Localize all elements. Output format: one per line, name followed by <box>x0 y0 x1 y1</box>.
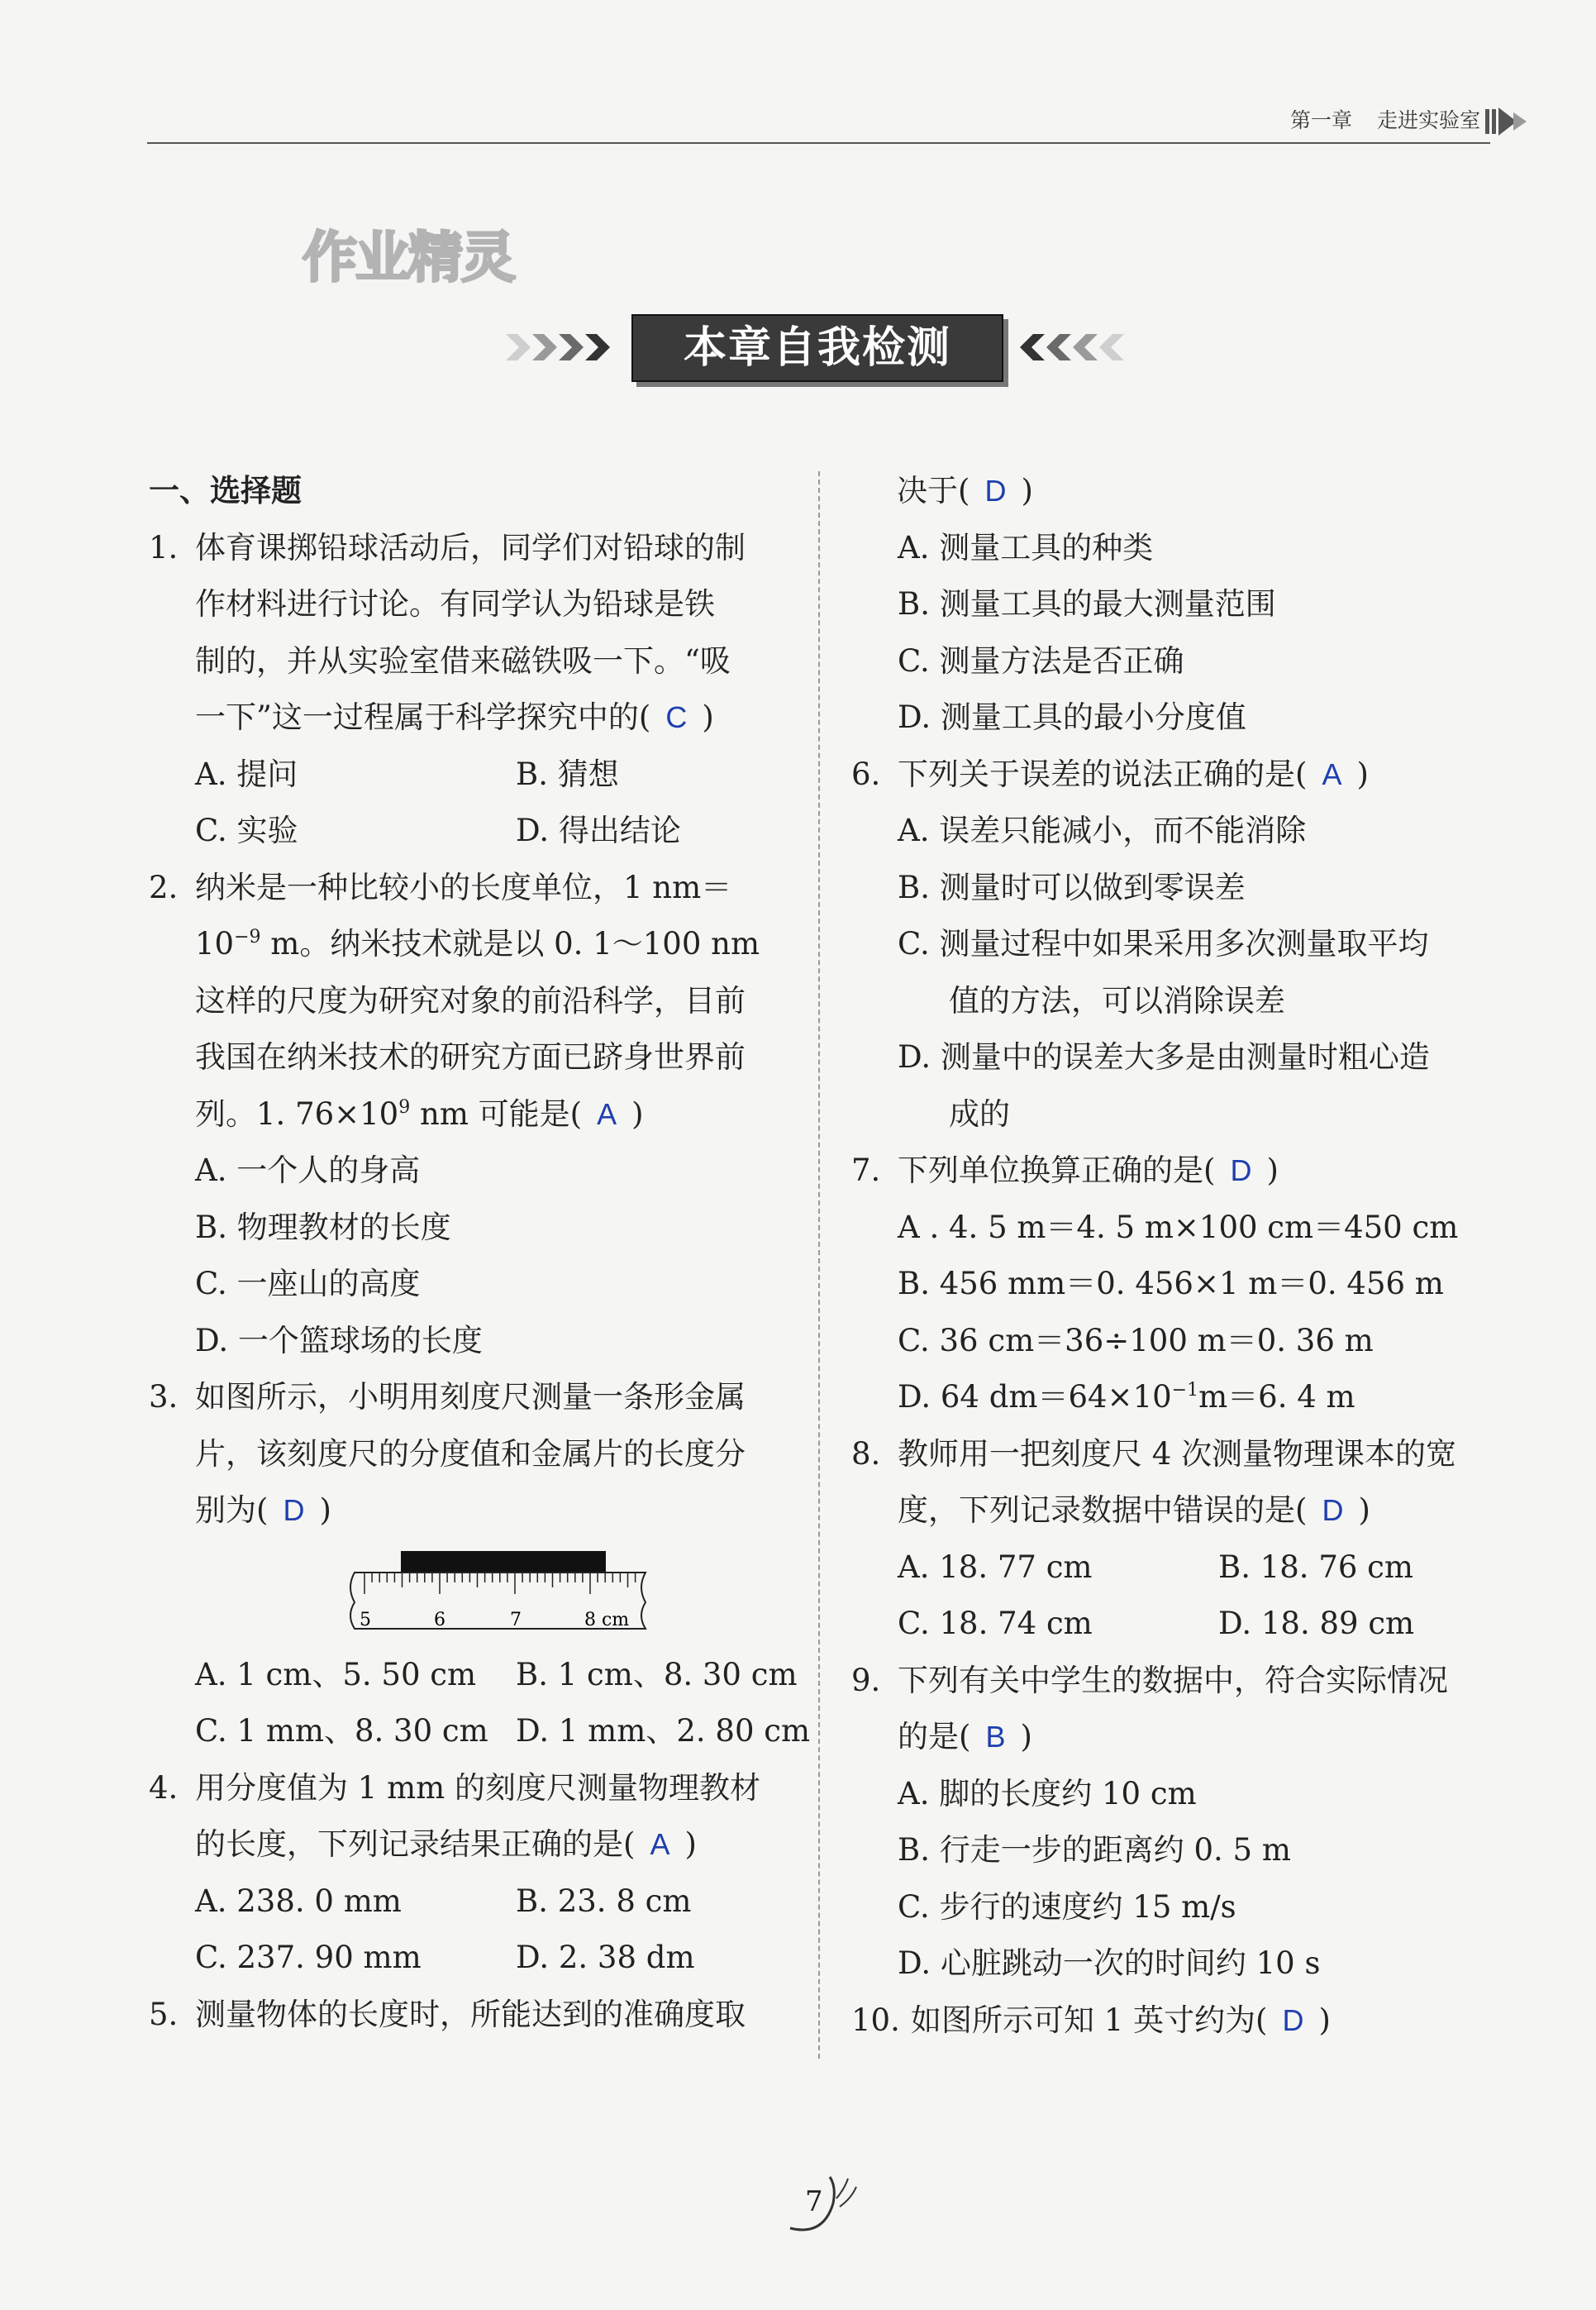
question-text: 如图所示，小明用刻度尺测量一条形金属 <box>195 1379 746 1415</box>
chapter-label: 第一章 <box>1289 108 1352 132</box>
question-text: m。纳米技术就是以 0. 1～100 nm <box>260 926 760 962</box>
question-text: 下列单位换算正确的是( <box>898 1153 1216 1188</box>
question-number: 3. <box>149 1379 179 1415</box>
question-number: 8. <box>851 1435 881 1472</box>
question-10 <box>851 1993 1504 2050</box>
option: B. 猜想 <box>516 756 619 792</box>
option: D. 一个篮球场的长度 <box>195 1322 483 1358</box>
chapter-test-banner <box>506 314 1124 380</box>
answer: B <box>985 1720 1006 1754</box>
option: B. 测量时可以做到零误差 <box>898 869 1246 905</box>
ruler-figure <box>149 1539 793 1647</box>
option: C. 测量方法是否正确 <box>898 642 1184 679</box>
ruler-label: 6 <box>434 1609 445 1630</box>
ruler-ticks <box>364 1573 636 1594</box>
question-text: 度，下列记录数据中错误的是( <box>898 1492 1308 1528</box>
question-1 <box>149 520 793 860</box>
banner-box <box>631 314 1003 382</box>
running-head <box>1290 104 1480 134</box>
option: B. 23. 8 cm <box>516 1883 692 1919</box>
option: C. 36 cm＝36÷100 m＝0. 36 m <box>898 1322 1374 1358</box>
option: C. 测量过程中如果采用多次测量取平均 <box>898 926 1429 962</box>
option: A. 脚的长度约 10 cm <box>898 1775 1197 1811</box>
question-text: 决于( <box>897 473 970 508</box>
question-text: nm 可能是( <box>410 1095 583 1132</box>
question-text: 下列有关中学生的数据中，符合实际情况 <box>898 1662 1448 1698</box>
option: A. 238. 0 mm <box>195 1883 402 1919</box>
question-number: 7. <box>851 1153 881 1188</box>
option: C. 实验 <box>195 813 298 848</box>
option: B. 18. 76 cm <box>1218 1549 1413 1585</box>
question-7 <box>851 1143 1504 1426</box>
question-number: 6. <box>851 756 881 792</box>
option: D. 1 mm、2. 80 cm <box>516 1713 811 1749</box>
option: D. 测量中的误差大多是由测量时粗心造 <box>898 1039 1430 1075</box>
option: A . 4. 5 m＝4. 5 m×100 cm＝450 cm <box>898 1209 1459 1245</box>
option: A. 1 cm、5. 50 cm <box>195 1656 477 1692</box>
option: A. 18. 77 cm <box>898 1549 1093 1585</box>
right-column <box>851 463 1504 2049</box>
paren: ) <box>319 1492 331 1528</box>
metal-strip <box>401 1551 606 1573</box>
question-text: 别为( <box>195 1492 269 1528</box>
ruler-diagram <box>343 1546 657 1637</box>
chapter-title: 走进实验室 <box>1376 108 1480 132</box>
question-number: 5. <box>149 1996 179 2032</box>
question-text: 用分度值为 1 mm 的刻度尺测量物理教材 <box>195 1769 760 1806</box>
question-text: 下列关于误差的说法正确的是( <box>898 756 1308 792</box>
option: A. 误差只能减小，而不能消除 <box>898 813 1307 848</box>
answer: C <box>665 700 688 734</box>
answer: D <box>283 1493 305 1527</box>
option-text: m＝6. 4 m <box>1198 1379 1355 1415</box>
option: B. 行走一步的距离约 0. 5 m <box>898 1832 1291 1868</box>
option: D. 心脏跳动一次的时间约 10 s <box>898 1945 1321 1981</box>
option: C. 18. 74 cm <box>898 1606 1093 1641</box>
answer: D <box>1322 1493 1344 1527</box>
option: C. 237. 90 mm <box>195 1940 422 1975</box>
banner-title: 本章自我检测 <box>683 323 951 373</box>
question-text: 测量物体的长度时，所能达到的准确度取 <box>195 1996 746 2032</box>
option-continued: 成的 <box>949 1095 1010 1132</box>
option: B. 1 cm、8. 30 cm <box>516 1656 798 1692</box>
question-text: 如图所示可知 1 英寸约为( <box>911 2002 1268 2038</box>
question-text: 教师用一把刻度尺 4 次测量物理课本的宽 <box>898 1435 1457 1472</box>
exponent: 9 <box>398 1096 411 1118</box>
option: C. 1 mm、8. 30 cm <box>195 1713 488 1749</box>
question-text: 10 <box>195 926 235 962</box>
question-5-cont <box>851 463 1504 747</box>
question-number: 9. <box>851 1662 881 1698</box>
paren: ) <box>1356 756 1369 792</box>
option: B. 456 mm＝0. 456×1 m＝0. 456 m <box>898 1266 1444 1301</box>
question-number: 10. <box>851 2002 900 2038</box>
ruler-label: 8 cm <box>584 1609 630 1630</box>
option: D. 2. 38 dm <box>516 1940 695 1975</box>
question-number: 4. <box>149 1769 179 1806</box>
option-text: D. 64 dm＝64×10 <box>898 1379 1172 1415</box>
chevron-right-icon <box>1484 101 1533 142</box>
exponent: −9 <box>234 927 261 947</box>
question-5-start <box>149 1987 793 2044</box>
paren: ) <box>1266 1153 1279 1188</box>
option-continued: 值的方法，可以消除误差 <box>949 982 1285 1019</box>
option: A. 测量工具的种类 <box>898 529 1154 566</box>
option: D. 18. 89 cm <box>1218 1606 1415 1641</box>
option: A. 提问 <box>195 756 298 792</box>
chevron-left-icon <box>1017 329 1124 365</box>
option: D. 测量工具的最小分度值 <box>898 699 1246 735</box>
exponent: −1 <box>1171 1380 1199 1401</box>
watermark: 作业精灵 <box>303 226 514 289</box>
answer: D <box>1282 2002 1304 2037</box>
question-number: 2. <box>149 869 179 905</box>
option: D. 得出结论 <box>516 813 681 848</box>
paren: ) <box>1021 473 1033 508</box>
left-column <box>149 463 811 2043</box>
answer: A <box>650 1827 670 1861</box>
paren: ) <box>631 1095 644 1132</box>
option: C. 步行的速度约 15 m/s <box>898 1888 1236 1925</box>
question-text: 的长度，下列记录结果正确的是( <box>195 1826 636 1862</box>
question-3 <box>149 1369 811 1760</box>
option: A. 一个人的身高 <box>195 1153 421 1188</box>
question-4 <box>149 1760 793 1987</box>
question-text: 纳米是一种比较小的长度单位，1 nm＝ <box>195 869 732 905</box>
option <box>851 1369 1504 1426</box>
question-number: 1. <box>149 529 179 566</box>
page-number-text: 7 <box>805 2185 823 2218</box>
paren: ) <box>1358 1492 1370 1528</box>
question-2 <box>149 860 793 1370</box>
section-title: 一、选择题 <box>149 473 302 508</box>
paren: ) <box>1318 2002 1331 2038</box>
answer: D <box>984 474 1007 508</box>
option: B. 物理教材的长度 <box>195 1209 451 1245</box>
ruler-label: 7 <box>510 1609 522 1630</box>
question-text: 一下”这一过程属于科学探究中的( <box>195 699 651 735</box>
paren: ) <box>684 1826 697 1862</box>
question-6 <box>851 747 1504 1143</box>
page-number <box>765 2170 865 2245</box>
paren: ) <box>1020 1719 1032 1754</box>
ruler-label: 5 <box>360 1609 371 1630</box>
question-text: 体育课掷铅球活动后，同学们对铅球的制 <box>195 529 746 566</box>
question-text: 制的，并从实验室借来磁铁吸一下。“吸 <box>195 642 731 679</box>
question-text: 作材料进行讨论。有同学认为铅球是铁 <box>195 586 715 622</box>
chevron-right-icon <box>506 329 613 365</box>
question-8 <box>851 1426 1504 1653</box>
answer: A <box>597 1096 617 1131</box>
question-text: 的是( <box>898 1719 971 1754</box>
question-text: 我国在纳米技术的研究方面已跻身世界前 <box>195 1039 746 1075</box>
paren: ) <box>702 699 714 735</box>
question-9 <box>851 1653 1504 1993</box>
question-text: 这样的尺度为研究对象的前沿科学，目前 <box>195 982 746 1019</box>
question-text: 片，该刻度尺的分度值和金属片的长度分 <box>195 1435 746 1472</box>
answer: A <box>1322 756 1342 791</box>
question-text: 列。1. 76×10 <box>195 1095 399 1132</box>
header-rule <box>147 142 1490 144</box>
column-divider <box>818 471 820 2059</box>
option: C. 一座山的高度 <box>195 1266 421 1301</box>
answer: D <box>1230 1153 1252 1187</box>
page-header <box>0 0 1596 149</box>
option: B. 测量工具的最大测量范围 <box>898 586 1276 622</box>
